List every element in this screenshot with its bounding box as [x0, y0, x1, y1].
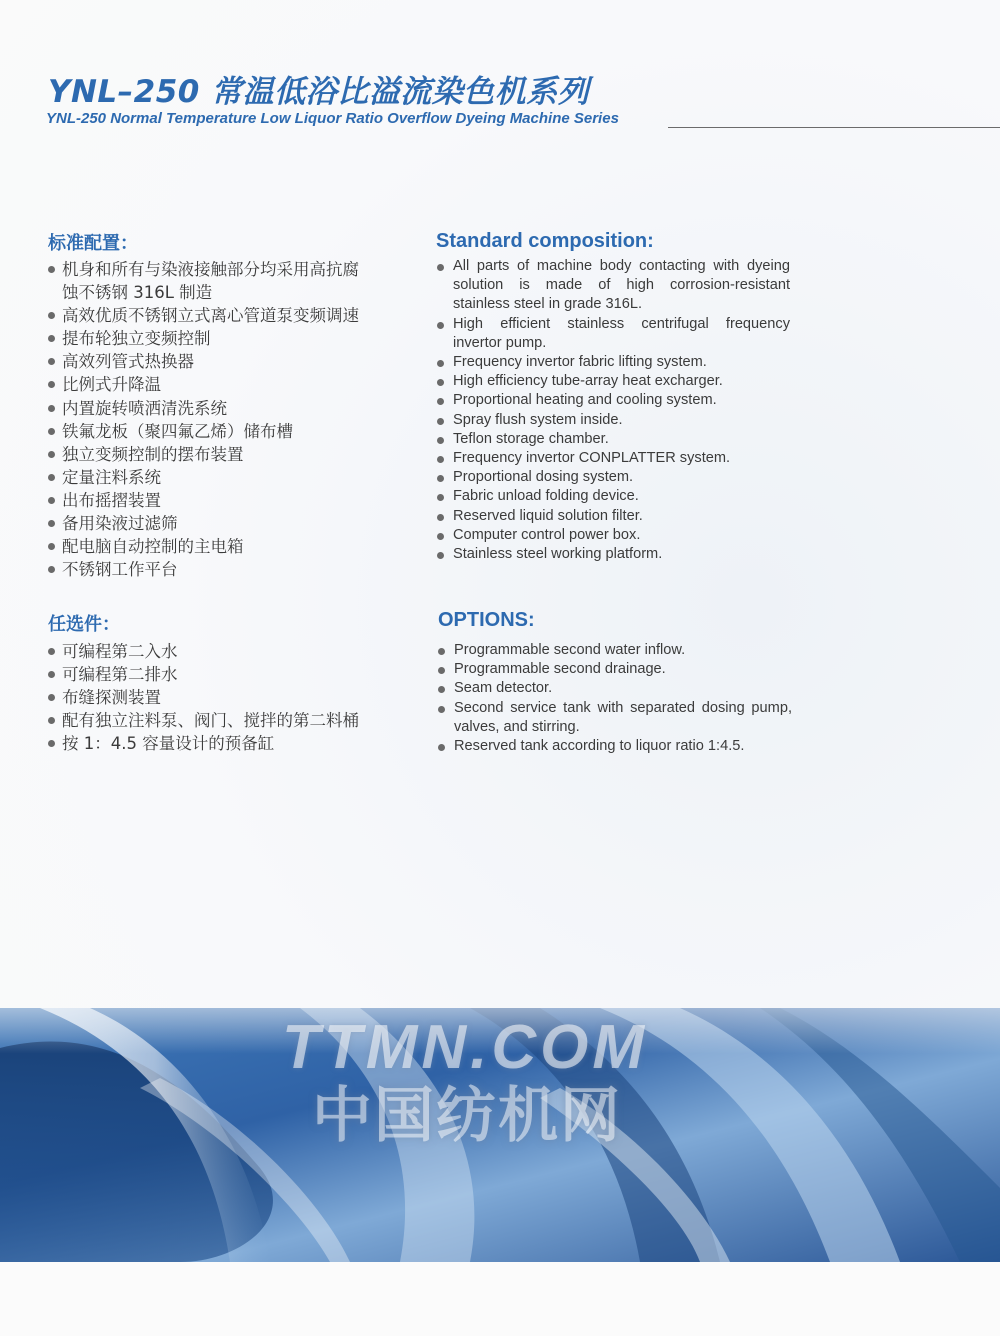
- bullet-icon: [437, 494, 444, 501]
- bullet-icon: [437, 264, 444, 271]
- list-item: 高效列管式热换器: [48, 350, 359, 373]
- bullet-icon: [48, 648, 55, 655]
- bullet-icon: [438, 744, 445, 751]
- list-item: High efficiency tube-array heat excharger.: [437, 372, 790, 391]
- page-bottom-margin: [0, 1262, 1000, 1336]
- bullet-icon: [48, 335, 55, 342]
- list-item: 铁氟龙板（聚四氟乙烯）储布槽: [48, 420, 359, 443]
- list-item: 比例式升降温: [48, 373, 359, 396]
- list-item: 出布摇摺装置: [48, 489, 359, 512]
- bullet-icon: [437, 514, 444, 521]
- bullet-icon: [48, 474, 55, 481]
- list-item: Proportional dosing system.: [437, 468, 790, 487]
- bullet-icon: [438, 686, 445, 693]
- bullet-icon: [437, 475, 444, 482]
- bullet-icon: [437, 456, 444, 463]
- list-item: High efficient stainless centrifugal frequency invertor pump.: [437, 315, 790, 353]
- bullet-icon: [437, 398, 444, 405]
- list-item: 定量注料系统: [48, 466, 359, 489]
- watermark-en: TTMN.COM: [282, 1013, 649, 1082]
- bullet-icon: [48, 520, 55, 527]
- list-item: Fabric unload folding device.: [437, 487, 790, 506]
- bullet-icon: [437, 437, 444, 444]
- bullet-icon: [48, 566, 55, 573]
- bullet-icon: [437, 418, 444, 425]
- bullet-icon: [48, 451, 55, 458]
- list-item: Seam detector.: [438, 679, 792, 698]
- list-item: 按 1：4.5 容量设计的预备缸: [48, 732, 359, 755]
- bullet-icon: [48, 740, 55, 747]
- bullet-icon: [48, 717, 55, 724]
- bullet-icon: [48, 428, 55, 435]
- watermark: [0, 1008, 1000, 1151]
- list-item: Spray flush system inside.: [437, 411, 790, 430]
- standard-heading-cn: 标准配置：: [48, 233, 138, 254]
- list-item: Stainless steel working platform.: [437, 545, 790, 564]
- list-item: 备用染液过滤筛: [48, 512, 359, 535]
- list-item: Computer control power box.: [437, 526, 790, 545]
- bullet-icon: [48, 671, 55, 678]
- list-item: 配电脑自动控制的主电箱: [48, 535, 359, 558]
- options-heading-en: OPTIONS:: [438, 609, 535, 631]
- bullet-icon: [437, 322, 444, 329]
- list-item: All parts of machine body contacting with dyeing solution is made of high corrosion-resistant stainless steel in grade 316L.: [437, 257, 790, 315]
- standard-list-cn: [48, 258, 359, 581]
- bullet-icon: [48, 358, 55, 365]
- options-heading-cn: 任选件：: [48, 614, 120, 635]
- list-item-continuation: 蚀不锈钢 316L 制造: [62, 283, 213, 303]
- options-list-cn: [48, 640, 359, 755]
- page-title-en: YNL-250 Normal Temperature Low Liquor Ratio Overflow Dyeing Machine Series: [46, 110, 619, 127]
- bullet-icon: [438, 648, 445, 655]
- bullet-icon: [437, 360, 444, 367]
- list-item: 可编程第二排水: [48, 663, 359, 686]
- list-item: 布缝探测装置: [48, 686, 359, 709]
- list-item: 独立变频控制的摆布装置: [48, 443, 359, 466]
- bullet-icon: [48, 694, 55, 701]
- list-item: Frequency invertor CONPLATTER system.: [437, 449, 790, 468]
- bullet-icon: [48, 381, 55, 388]
- bullet-icon: [437, 379, 444, 386]
- page-title-cn: YNL–250 常温低浴比溢流染色机系列: [48, 74, 590, 110]
- list-item: Programmable second water inflow.: [438, 641, 792, 660]
- list-item: Teflon storage chamber.: [437, 430, 790, 449]
- list-item: 可编程第二入水: [48, 640, 359, 663]
- bullet-icon: [437, 552, 444, 559]
- bullet-icon: [48, 543, 55, 550]
- title-divider: [668, 127, 1000, 128]
- bullet-icon: [438, 667, 445, 674]
- list-item: 提布轮独立变频控制: [48, 327, 359, 350]
- watermark-cn: 中国纺机网: [312, 1081, 622, 1151]
- bullet-icon: [48, 312, 55, 319]
- list-item: 高效优质不锈钢立式离心管道泵变频调速: [48, 304, 359, 327]
- bullet-icon: [48, 497, 55, 504]
- options-list-en: [438, 641, 792, 756]
- bullet-icon: [437, 533, 444, 540]
- list-item: 不锈钢工作平台: [48, 558, 359, 581]
- list-item: Proportional heating and cooling system.: [437, 391, 790, 410]
- list-item: Frequency invertor fabric lifting system.: [437, 353, 790, 372]
- bullet-icon: [48, 266, 55, 273]
- standard-heading-en: Standard composition:: [436, 230, 654, 252]
- list-item: Reserved tank according to liquor ratio 1:4.5.: [438, 737, 792, 756]
- list-item: Programmable second drainage.: [438, 660, 792, 679]
- list-item: 内置旋转喷洒清洗系统: [48, 397, 359, 420]
- list-item: Reserved liquid solution filter.: [437, 507, 790, 526]
- list-item: 配有独立注料泵、阀门、搅拌的第二料桶: [48, 709, 359, 732]
- standard-list-en: [437, 257, 790, 564]
- list-item: 机身和所有与染液接触部分均采用高抗腐: [48, 258, 359, 281]
- bullet-icon: [438, 706, 445, 713]
- list-item: Second service tank with separated dosing pump, valves, and stirring.: [438, 699, 792, 737]
- bullet-icon: [48, 405, 55, 412]
